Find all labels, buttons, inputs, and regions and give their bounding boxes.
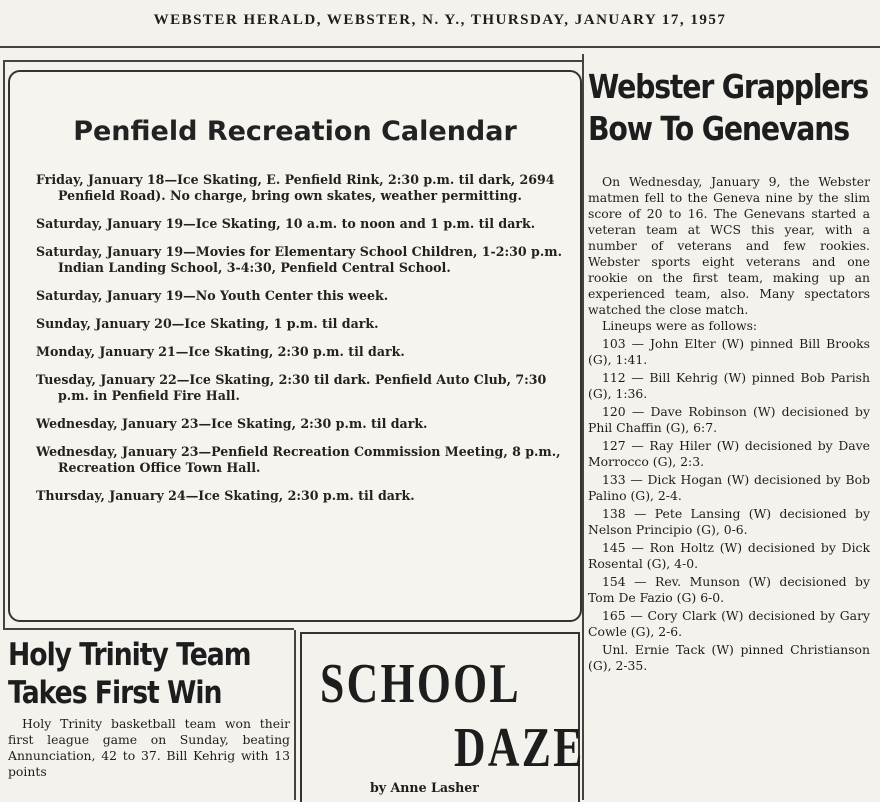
match-result: 165 — Cory Clark (W) decisioned by Gary Cowle (G), 2-6.	[588, 608, 870, 639]
box-top-rule	[3, 60, 582, 62]
match-result: 103 — John Elter (W) pinned Bill Brooks (G), 1:41.	[588, 336, 870, 367]
match-result: 133 — Dick Hogan (W) decisioned by Bob Palino (G), 2-4.	[588, 472, 870, 503]
match-result: 112 — Bill Kehrig (W) pinned Bob Parish (G), 1:36.	[588, 370, 870, 401]
calendar-title: Penfield Recreation Calendar	[73, 116, 517, 147]
calendar-list	[36, 172, 562, 516]
match-result: 154 — Rev. Munson (W) decisioned by Tom De Fazio (G) 6-0.	[588, 574, 870, 605]
match-result: 138 — Pete Lansing (W) decisioned by Nelson Principio (G), 0-6.	[588, 506, 870, 537]
calendar-entry: Friday, January 18—Ice Skating, E. Penfield Rink, 2:30 p.m. til dark, 2694 Penfield Road). No charge, bring own skates, weather permitting.	[36, 172, 555, 203]
grapplers-article	[588, 66, 872, 673]
masthead-rule	[0, 46, 880, 48]
column-rule-right	[582, 54, 584, 800]
recreation-calendar-box	[8, 70, 582, 622]
grapplers-intro: On Wednesday, January 9, the Webster matmen fell to the Geneva nine by the slim score of 20 to 16. The Genevans started a veteran team at WCS this year, with a number of veterans and few rookies. Webster sports eight veterans and one rookie on the first team, making up an experienced team, also. Many spectators watched the close match.	[588, 174, 870, 317]
grapplers-headline-line-2: Bow To Genevans	[588, 109, 849, 148]
school-daze-title-daze: DAZE	[454, 717, 585, 779]
match-result: 127 — Ray Hiler (W) decisioned by Dave Morrocco (G), 2:3.	[588, 438, 870, 469]
calendar-entry: Saturday, January 19—Ice Skating, 10 a.m. to noon and 1 p.m. til dark.	[36, 216, 536, 231]
calendar-entry: Wednesday, January 23—Penfield Recreation Commission Meeting, 8 p.m., Recreation Office Town Hall.	[36, 444, 561, 475]
match-result: 120 — Dave Robinson (W) decisioned by Phil Chaffin (G), 6:7.	[588, 404, 870, 435]
calendar-entry: Wednesday, January 23—Ice Skating, 2:30 p.m. til dark.	[36, 416, 428, 431]
school-daze-title-school: SCHOOL	[320, 653, 521, 715]
match-result: 145 — Ron Holtz (W) decisioned by Dick Rosental (G), 4-0.	[588, 540, 870, 571]
holy-trinity-article	[8, 636, 290, 780]
column-rule-left	[3, 60, 5, 630]
holy-trinity-headline-line-2: Takes First Win	[8, 675, 222, 711]
column-rule-bottom	[294, 630, 296, 800]
section-rule-bottom-left	[3, 628, 294, 630]
calendar-entry: Monday, January 21—Ice Skating, 2:30 p.m. til dark.	[36, 344, 405, 359]
grapplers-body	[588, 174, 870, 676]
masthead: WEBSTER HERALD, WEBSTER, N. Y., THURSDAY, JANUARY 17, 1957	[153, 12, 727, 28]
calendar-entry: Sunday, January 20—Ice Skating, 1 p.m. til dark.	[36, 316, 379, 331]
calendar-entry: Saturday, January 19—Movies for Elementary School Children, 1-2:30 p.m. Indian Landing School, 3-4:30, Penfield Central School.	[36, 244, 562, 275]
calendar-entry: Saturday, January 19—No Youth Center this week.	[36, 288, 389, 303]
school-daze-column	[300, 632, 585, 802]
holy-trinity-text: Holy Trinity basketball team won their first league game on Sunday, beating Annunciation, 42 to 37. Bill Kehrig with 13 points	[8, 716, 290, 779]
calendar-entry: Thursday, January 24—Ice Skating, 2:30 p.m. til dark.	[36, 488, 415, 503]
holy-trinity-headline-line-1: Holy Trinity Team	[8, 637, 251, 673]
match-result: Unl. Ernie Tack (W) pinned Christianson (G), 2-35.	[588, 642, 870, 673]
calendar-entry: Tuesday, January 22—Ice Skating, 2:30 til dark. Penfield Auto Club, 7:30 p.m. in Penfield Fire Hall.	[36, 372, 547, 403]
grapplers-lineups-intro: Lineups were as follows:	[602, 318, 758, 333]
grapplers-headline-line-1: Webster Grapplers	[588, 67, 868, 106]
school-daze-byline: by Anne Lasher	[370, 780, 479, 795]
